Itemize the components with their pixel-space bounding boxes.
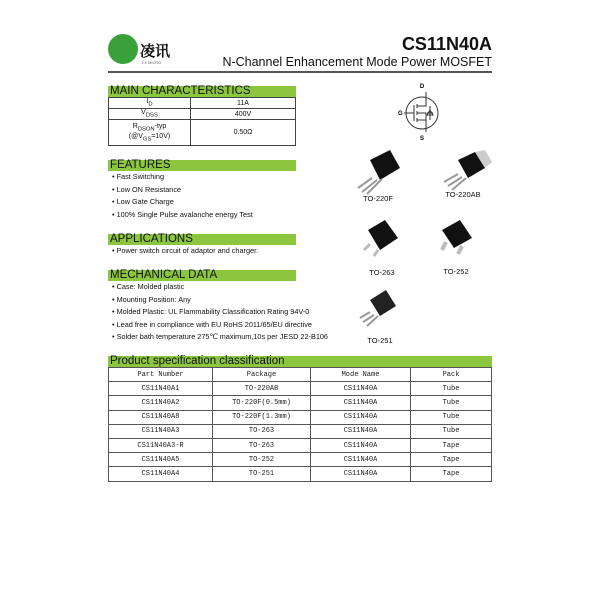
mechanical-list: • Case: Molded plastic • Mounting Position: Any • Molded Plastic: UL Flammability Classification Rating 94V-0 • Lead free in compliance with EU RoHS 2011/65/EU directive • Solder bath temperature 275℃ maximum,10s per JESD 22-B106 xyxy=(112,281,328,344)
package-label-to220ab: TO-220AB xyxy=(445,190,481,199)
table-header-row: Part Number Package Mode Name Pack xyxy=(109,368,492,382)
part-number-title: CS11N40A xyxy=(401,34,492,54)
package-images xyxy=(350,150,500,340)
package-label-to251: TO-251 xyxy=(367,336,393,345)
table-row: CS11N40A5 TO-252 CS11N40A Tape xyxy=(109,453,492,467)
package-label-to252: TO-252 xyxy=(443,267,469,276)
mosfet-symbol-icon xyxy=(392,80,452,142)
logo-icon xyxy=(108,34,138,64)
spec-header: Product specification classification xyxy=(108,356,492,367)
to-220ab-image xyxy=(444,150,492,190)
to-252-image xyxy=(442,220,472,254)
mechanical-header: MECHANICAL DATA xyxy=(108,270,296,281)
to-251-image xyxy=(360,290,396,326)
package-label-to263: TO-263 xyxy=(369,268,395,277)
svg-text:D: D xyxy=(419,84,425,90)
table-row: CS11N40A8 TO-220F(1.3mm) CS11N40A Tube xyxy=(109,410,492,424)
table-row: CS11N40A3-R TO-263 CS11N40A Tape xyxy=(109,438,492,452)
svg-text:S: S xyxy=(419,136,425,142)
features-header: FEATURES xyxy=(108,160,296,171)
to-220f-image xyxy=(358,150,400,194)
logo-text: 凌讯 xyxy=(140,42,171,60)
table-row: CS11N40A3 TO-263 CS11N40A Tube xyxy=(109,424,492,438)
spec-table xyxy=(108,367,492,482)
main-characteristics-header: MAIN CHARACTERISTICS xyxy=(108,86,296,97)
features-list: • Fast Switching • Low ON Resistance • Low Gate Charge • 100% Single Pulse avalanche energy Test xyxy=(112,171,253,221)
package-label-to220f: TO-220F xyxy=(363,194,393,203)
header-rule xyxy=(108,71,492,73)
logo-subtext: LX MICRO xyxy=(142,60,162,65)
subtitle: N-Channel Enhancement Mode Power MOSFET xyxy=(222,55,492,69)
svg-text:G: G xyxy=(398,111,403,117)
table-row: CS11N40A2 TO-220F(0.5mm) CS11N40A Tube xyxy=(109,396,492,410)
table-row: CS11N40A1 TO-220AB CS11N40A Tube xyxy=(109,382,492,396)
main-characteristics-table: $I_D$ 11A $V_{DSS}$ 400V $R_{DSON}$-typ $(@V_{GS}=10V)$ 0.50Ω xyxy=(108,97,296,146)
table-row: CS11N40A4 TO-251 CS11N40A Tape xyxy=(109,467,492,481)
to-263-image xyxy=(364,220,398,256)
applications-header: APPLICATIONS xyxy=(108,234,296,245)
applications-list: • Power switch circuit of adaptor and charger. xyxy=(112,245,258,258)
